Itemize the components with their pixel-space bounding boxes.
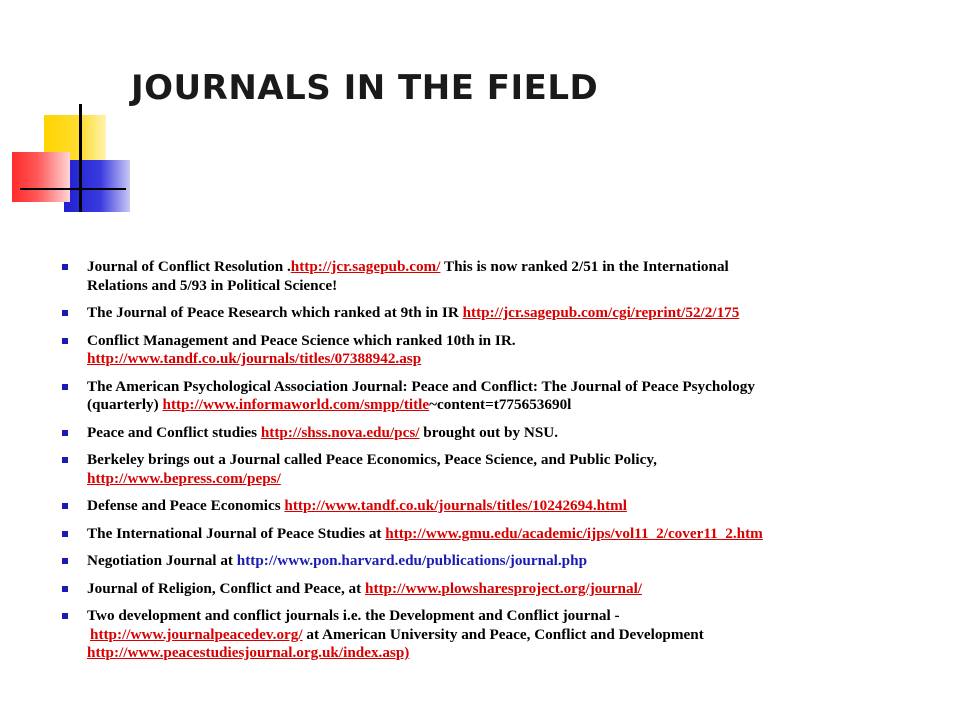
bullet-icon — [62, 338, 68, 344]
journal-item — [62, 552, 782, 571]
journal-link[interactable]: http://www.informaworld.com/smpp/title — [162, 396, 430, 413]
item-text: Negotiation Journal at — [87, 552, 237, 569]
journal-list — [62, 258, 782, 672]
journal-link[interactable]: http://www.gmu.edu/academic/ijps/vol11_2/cover11_2.htm — [385, 524, 763, 542]
item-text: The American Psychological Association Journal: Peace and Conflict: The Journal of Peace Psychology (quarterly) — [87, 377, 755, 413]
journal-item — [62, 424, 782, 443]
journal-item — [62, 451, 782, 488]
journal-link[interactable]: http://www.journalpeacedev.org/ — [90, 625, 303, 643]
bullet-icon — [62, 531, 68, 537]
bullet-icon — [62, 613, 68, 619]
decor-vertical-line — [79, 104, 82, 212]
item-text: at American University and Peace, Conflict and Development — [302, 625, 704, 643]
item-text: brought out by NSU. — [419, 423, 559, 441]
bullet-icon — [62, 558, 68, 564]
slide-title: JOURNALS IN THE FIELD — [131, 68, 599, 108]
decor-red-square — [12, 152, 70, 202]
journal-link[interactable]: http://jcr.sagepub.com/cgi/reprint/52/2/175 — [462, 304, 740, 321]
journal-item — [62, 580, 782, 599]
item-text: Defense and Peace Economics — [87, 497, 285, 514]
item-text: Two development and conflict journals i.e. the Development and Conflict journal - — [87, 607, 620, 624]
journal-item — [62, 332, 782, 369]
journal-link[interactable]: http://www.peacestudiesjournal.org.uk/index.asp) — [87, 644, 410, 661]
item-text: This is now ranked 2/51 in the International Relations and 5/93 in Political Science! — [87, 258, 729, 294]
item-text: Journal of Religion, Conflict and Peace, at — [87, 579, 365, 597]
item-text: The International Journal of Peace Studies at — [87, 524, 386, 542]
decor-blue-square — [64, 160, 130, 212]
journal-item — [62, 525, 782, 544]
bullet-icon — [62, 503, 68, 509]
item-text: Peace and Conflict studies — [87, 423, 261, 441]
bullet-icon — [62, 264, 68, 270]
journal-link[interactable]: http://www.bepress.com/peps/ — [87, 469, 281, 487]
journal-item — [62, 378, 782, 415]
item-text: The Journal of Peace Research which ranked at 9th in IR — [87, 304, 463, 321]
journal-item — [62, 497, 782, 516]
journal-link[interactable]: http://www.tandf.co.uk/journals/titles/10242694.html — [284, 497, 627, 514]
journal-link[interactable]: http://jcr.sagepub.com/ — [290, 258, 441, 275]
journal-link[interactable]: http://www.plowsharesproject.org/journal/ — [365, 579, 643, 597]
bullet-icon — [62, 310, 68, 316]
item-text: Journal of Conflict Resolution . — [87, 258, 291, 275]
journal-item — [62, 607, 782, 663]
journal-link[interactable]: http://www.tandf.co.uk/journals/titles/07388942.asp — [87, 350, 422, 367]
journal-item — [62, 258, 782, 295]
item-text: ~content=t775653690l — [429, 396, 572, 413]
journal-url-text: http://www.pon.harvard.edu/publications/journal.php — [236, 552, 588, 569]
bullet-icon — [62, 384, 68, 390]
item-text: Berkeley brings out a Journal called Peace Economics, Peace Science, and Public Policy, — [87, 451, 657, 468]
decor-horizontal-line — [20, 188, 126, 190]
bullet-icon — [62, 586, 68, 592]
item-text: Conflict Management and Peace Science which ranked 10th in IR. — [87, 331, 516, 349]
bullet-icon — [62, 430, 68, 436]
bullet-icon — [62, 457, 68, 463]
journal-item — [62, 304, 782, 323]
journal-link[interactable]: http://shss.nova.edu/pcs/ — [260, 423, 420, 441]
